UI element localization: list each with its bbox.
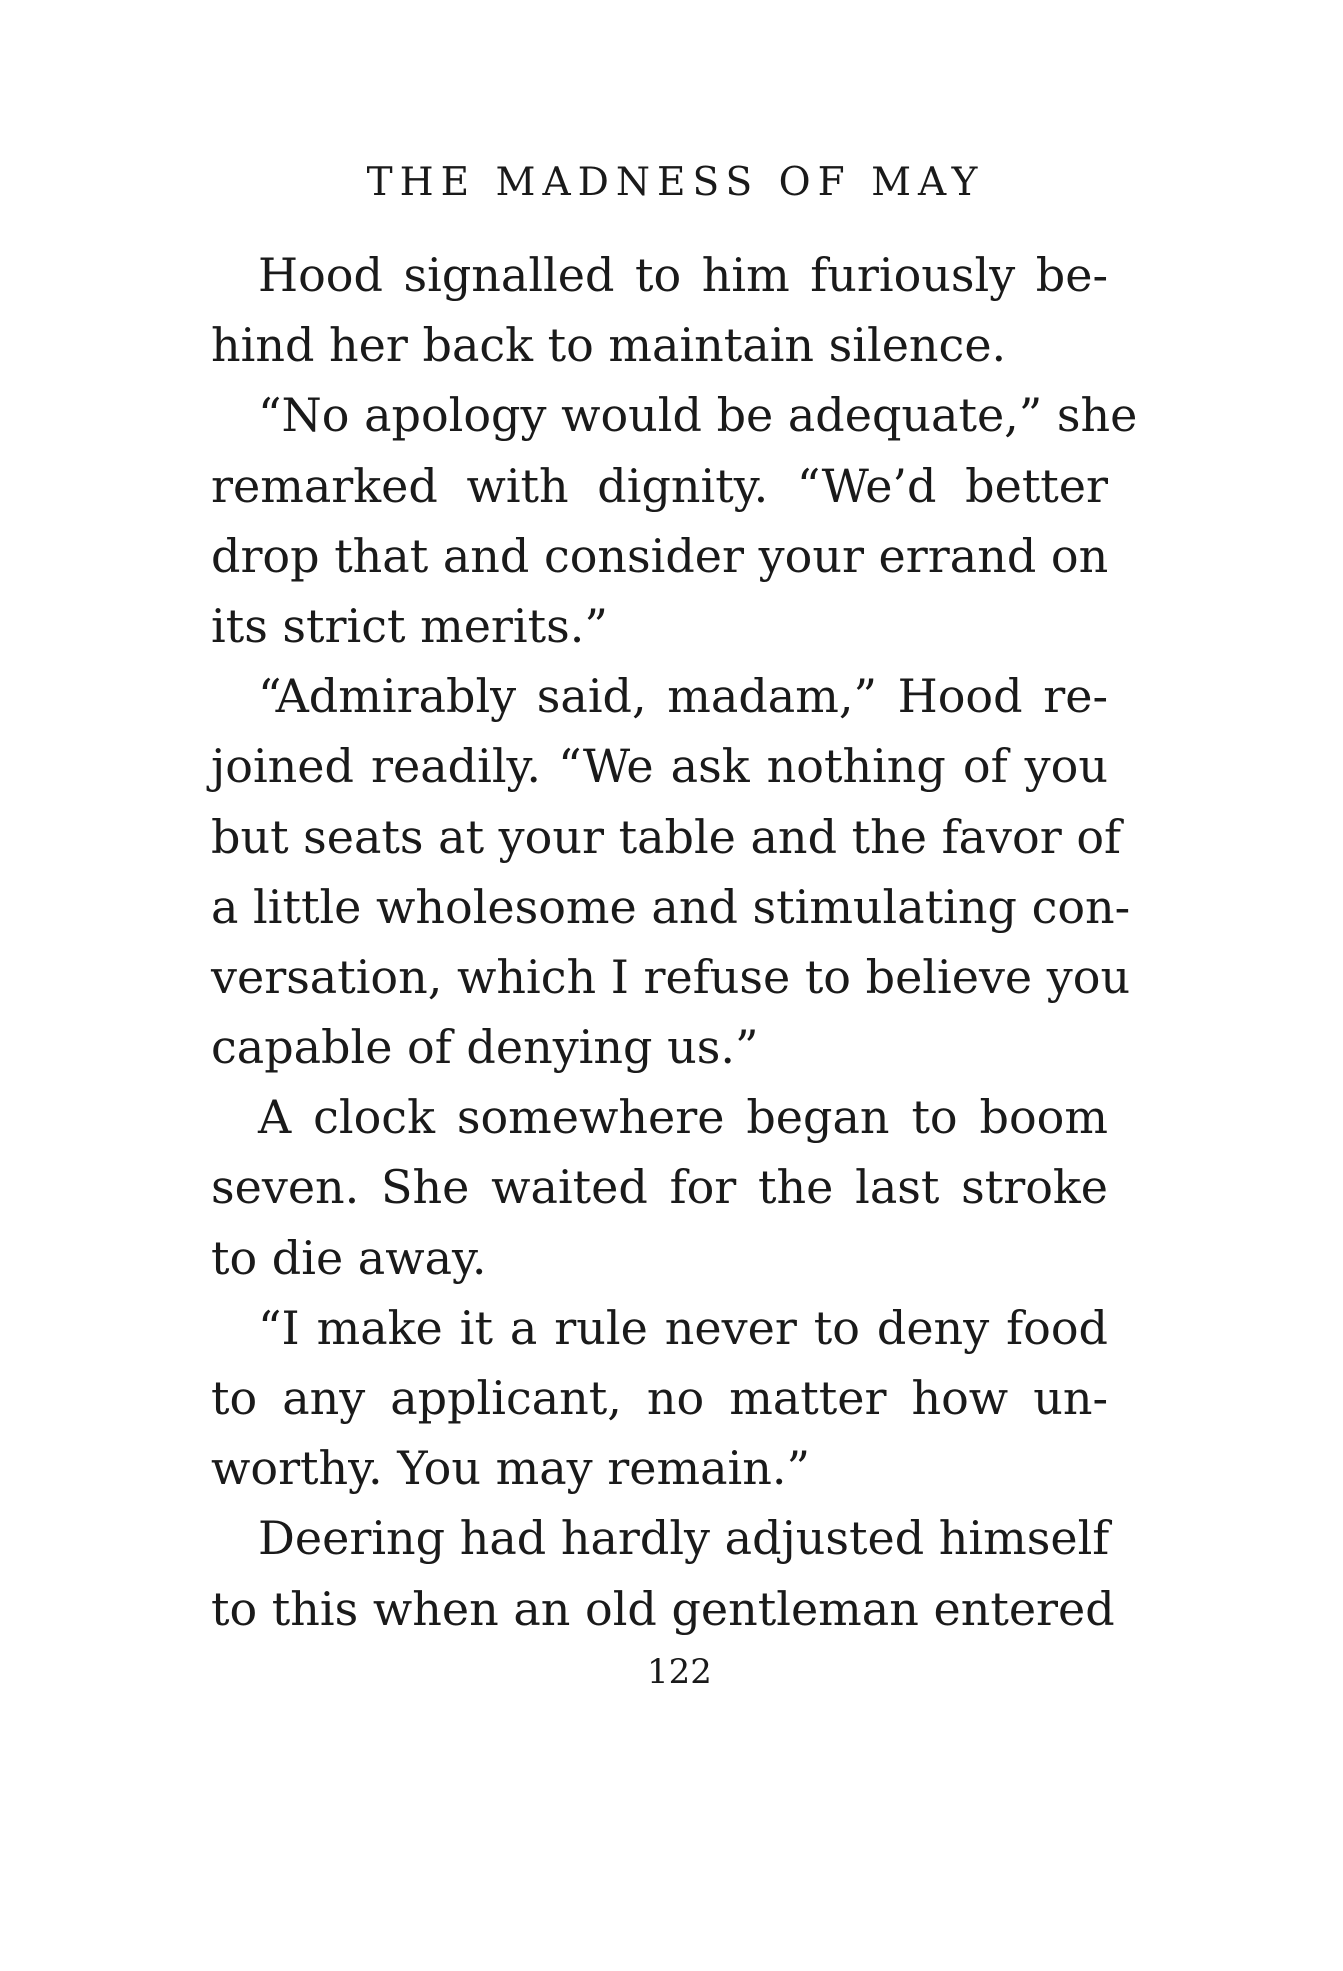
text-line: drop that and consider your errand on xyxy=(211,528,1109,583)
text-line: A clock somewhere began to boom xyxy=(258,1090,1108,1145)
text-line: a little wholesome and stimulating con- xyxy=(211,879,1131,934)
text-line: seven. She waited for the last stroke xyxy=(211,1160,1108,1215)
text-line: its strict merits.” xyxy=(211,598,608,653)
text-line: Deering had hardly adjusted himself xyxy=(258,1511,1110,1566)
page-number: 122 xyxy=(647,1652,712,1692)
text-line: joined readily. “We ask nothing of you xyxy=(211,739,1108,794)
text-line: worthy. You may remain.” xyxy=(211,1441,810,1496)
text-line: to this when an old gentleman entered xyxy=(211,1581,1115,1636)
text-line: versation, which I refuse to believe you xyxy=(211,949,1131,1004)
text-line: but seats at your table and the favor of xyxy=(211,809,1122,864)
running-head: THE MADNESS OF MAY xyxy=(366,160,985,205)
text-line: “I make it a rule never to deny food xyxy=(258,1300,1108,1355)
text-line: “No apology would be adequate,” she xyxy=(258,388,1138,443)
body-text xyxy=(211,240,1138,1644)
text-line: capable of denying us.” xyxy=(211,1020,759,1075)
text-line: “Admirably said, madam,” Hood re- xyxy=(258,669,1108,724)
text-line: to die away. xyxy=(211,1230,487,1285)
text-line: remarked with dignity. “We’d better xyxy=(211,458,1108,513)
text-line: hind her back to maintain silence. xyxy=(211,318,1007,373)
text-line: Hood signalled to him furiously be- xyxy=(258,248,1108,302)
text-line: to any applicant, no matter how un- xyxy=(211,1371,1108,1425)
